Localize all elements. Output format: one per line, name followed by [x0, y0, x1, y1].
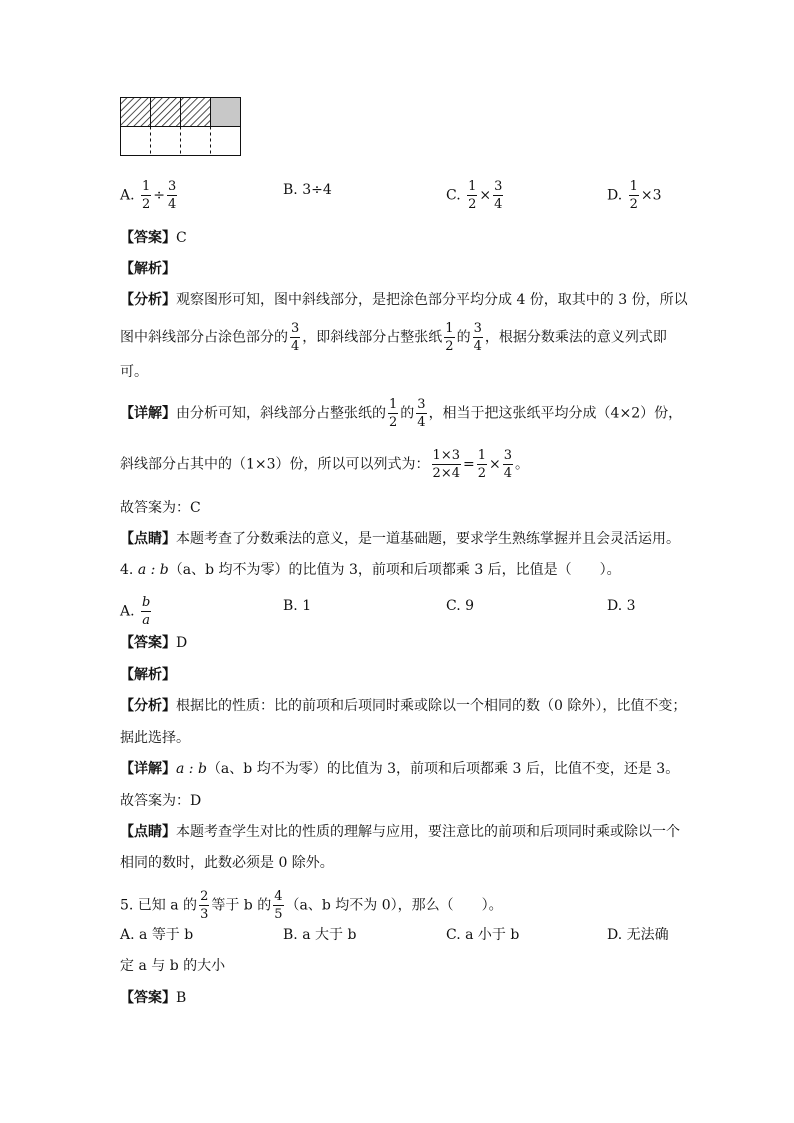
q3-xiangjie-line-1: 【详解】由分析可知，斜线部分占整张纸的 $\frac{1}{2}$ 的 $\frac{3}{4}$ ，相当于把这张纸平均分成（4×2）份，: [120, 397, 683, 430]
fraction: $\frac{1}{2}$: [468, 179, 477, 212]
fraction: $\frac{1\times 3}{2\times 4}$: [432, 448, 460, 481]
fraction: $\frac{3}{4}$: [291, 321, 300, 354]
q3-fenxi-line-1: 【分析】观察图形可知，图中斜线部分，是把涂色部分平均分成 4 份，取其中的 3 份，所以: [120, 292, 688, 308]
q4-stem: 4. a : b（a、b 均不为零）的比值为 3，前项和后项都乘 3 后，比值是（ ）。: [120, 562, 621, 578]
q4-option-b: B. 1: [283, 598, 312, 614]
fraction: $\frac{3}{4}$: [503, 448, 513, 481]
q5-option-b: B. a 大于 b: [283, 927, 357, 943]
q4-xiangjie: 【详解】a : b（a、b 均不为零）的比值为 3，前项和后项都乘 3 后，比值不变，还是 3。: [120, 761, 680, 777]
fraction: $\frac{3}{4}$: [494, 179, 503, 212]
fraction: $\frac{2}{3}$: [200, 889, 209, 922]
q3-option-c: C. $\frac{1}{2}$ × $\frac{3}{4}$: [446, 179, 503, 212]
q4-dianjing-line-2: 相同的数时，此数必须是 0 除外。: [120, 855, 334, 871]
q5-stem: 5. 已知 a 的 $\frac{2}{3}$ 等于 b 的 $\frac{4}{5}$ （a、b 均不为 0），那么（ ）。: [120, 889, 503, 922]
fraction: $\frac{3}{4}$: [417, 397, 426, 430]
q3-option-d: D. $\frac{1}{2}$ ×3: [607, 179, 662, 212]
fraction: $\frac{1}{2}$: [629, 179, 638, 212]
q3-final-answer: 故答案为：C: [120, 500, 201, 516]
hatched-region: [121, 98, 211, 127]
q4-option-a: A. $\frac{b}{a}$: [120, 595, 151, 628]
q4-dianjing-line-1: 【点睛】本题考查学生对比的性质的理解与应用，要注意比的前项和后项同时乘或除以一个: [120, 824, 680, 840]
q5-option-c: C. a 小于 b: [446, 927, 520, 943]
q5-answer: 【答案】B: [120, 990, 187, 1006]
q3-fenxi-line-2: 图中斜线部分占涂色部分的 $\frac{3}{4}$ ，即斜线部分占整张纸 $\frac{1}{2}$ 的 $\frac{3}{4}$ ，根据分数乘法的意义列式即: [120, 321, 667, 354]
q3-option-b: B. 3÷4: [283, 182, 332, 198]
q5-option-d-continued: 定 a 与 b 的大小: [120, 958, 226, 974]
fraction: $\frac{4}{5}$: [274, 889, 283, 922]
q5-option-d: D. 无法确: [607, 927, 669, 943]
q4-fenxi-line-1: 【分析】根据比的性质：比的前项和后项同时乘或除以一个相同的数（0 除外），比值不变；: [120, 698, 687, 714]
q4-analysis-heading: 【解析】: [120, 667, 176, 683]
fraction: $\frac{3}{4}$: [168, 179, 177, 212]
q5-option-a: A. a 等于 b: [120, 927, 194, 943]
paper-grid-figure: [120, 97, 242, 157]
fraction: $\frac{1}{2}$: [477, 448, 486, 481]
fraction: $\frac{1}{2}$: [389, 397, 398, 430]
q4-fenxi-line-2: 据此选择。: [120, 730, 190, 746]
q3-answer: 【答案】C: [120, 230, 187, 246]
q3-option-a: A. $\frac{1}{2}$ ÷ $\frac{3}{4}$: [120, 179, 177, 212]
fraction: $\frac{3}{4}$: [473, 321, 482, 354]
q3-dianjing: 【点睛】本题考查了分数乘法的意义，是一道基础题，要求学生熟练掌握并且会灵活运用。: [120, 531, 680, 547]
q4-option-c: C. 9: [446, 598, 475, 614]
q3-analysis-heading: 【解析】: [120, 261, 176, 277]
fraction: $\frac{1}{2}$: [142, 179, 151, 212]
q4-final-answer: 故答案为：D: [120, 793, 202, 809]
q3-xiangjie-line-2: 斜线部分占其中的（1×3）份，所以可以列式为： $\frac{1\times 3}{2\times 4}$ = $\frac{1}{2}$ × $\frac{3}{4}$ 。: [120, 448, 530, 481]
q3-fenxi-line-3: 可。: [120, 364, 148, 380]
q4-answer: 【答案】D: [120, 635, 188, 651]
fraction: $\frac{1}{2}$: [445, 321, 454, 354]
fraction: $\frac{b}{a}$: [142, 595, 151, 628]
q4-option-d: D. 3: [607, 598, 636, 614]
shaded-region: [211, 98, 241, 127]
